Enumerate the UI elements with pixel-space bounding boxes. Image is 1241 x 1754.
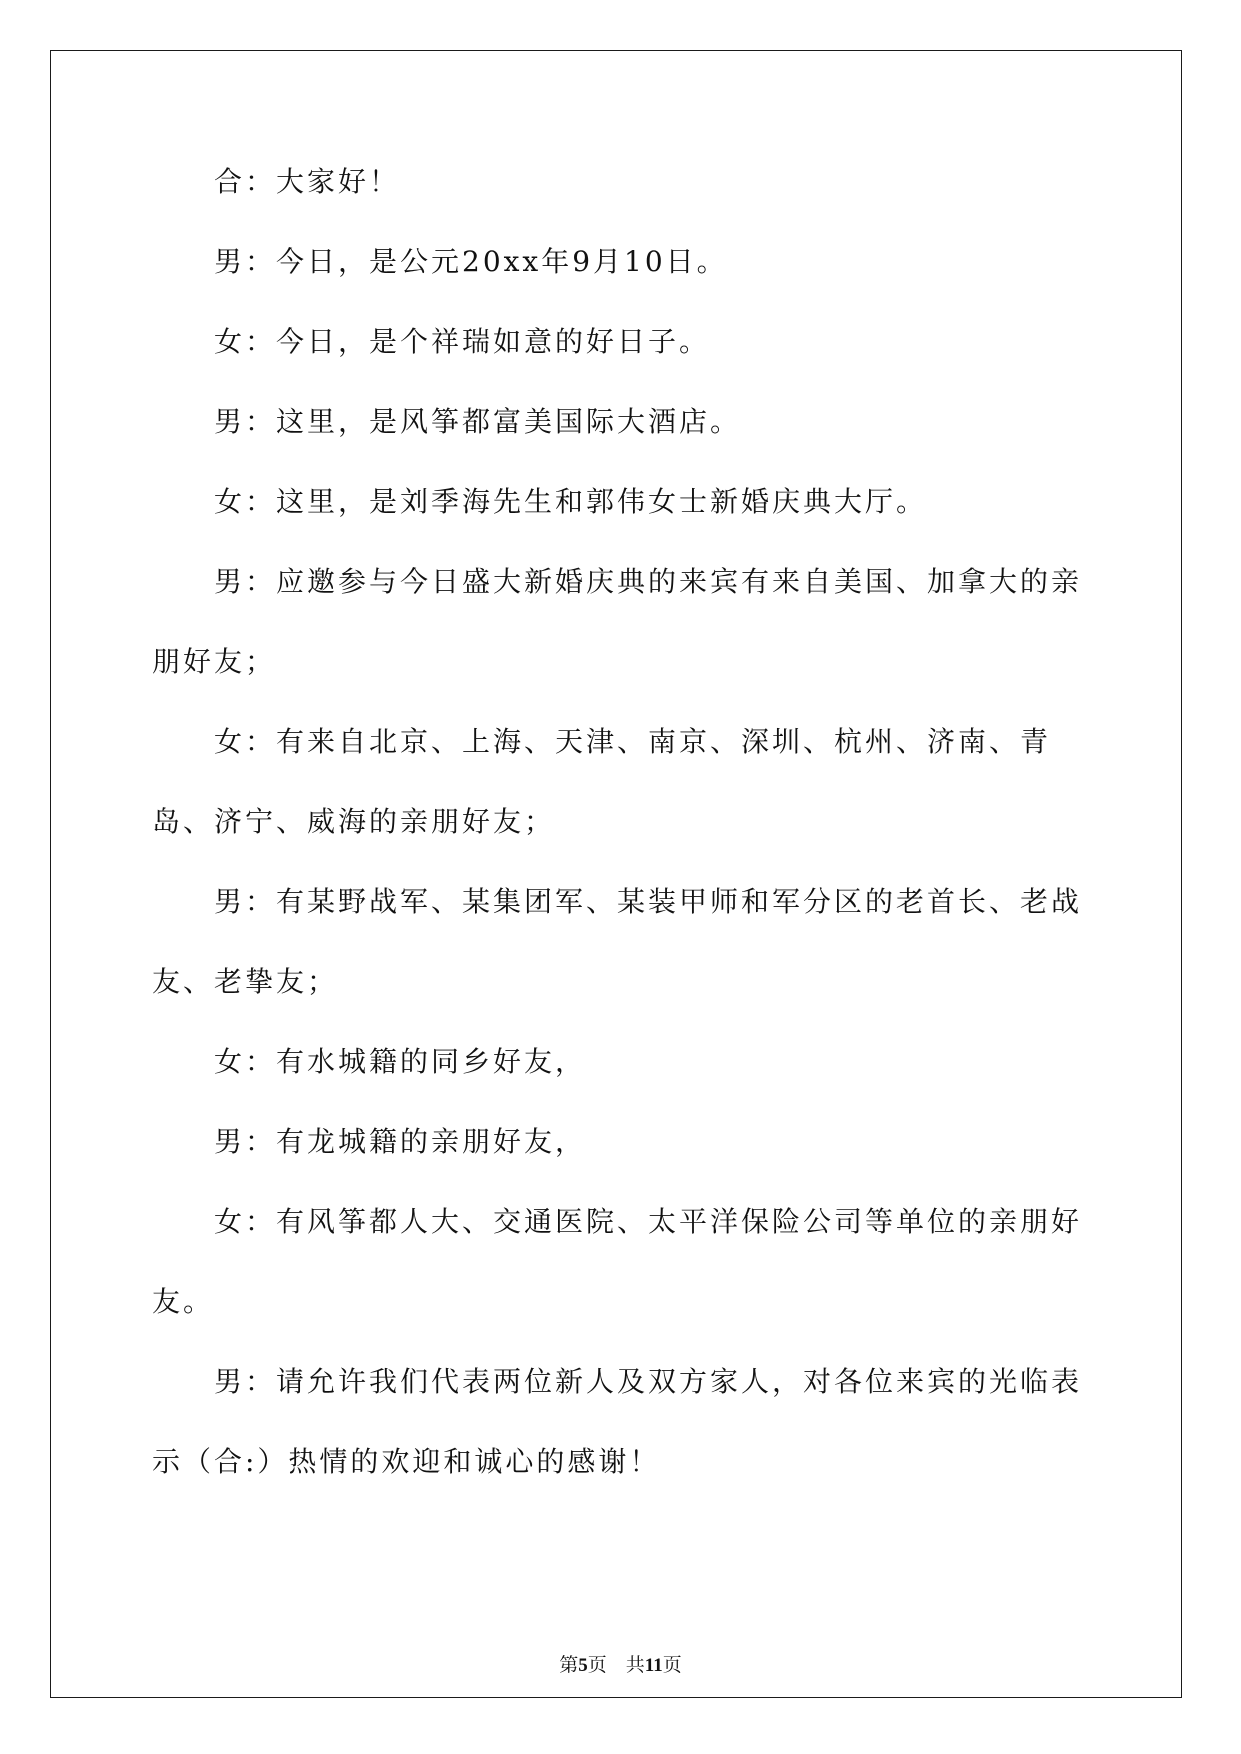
paragraph: 女：今日，是个祥瑞如意的好日子。 [214,325,711,358]
total-pages: 11 [644,1655,663,1676]
page-number: 5 [578,1655,588,1676]
paragraph: 男：今日，是公元20xx年9月10日。 [214,245,728,278]
paragraph: 女：这里，是刘季海先生和郭伟女士新婚庆典大厅。 [214,485,928,518]
paragraph: 男：有某野战军、某集团军、某装甲师和军分区的老首长、老战友、老挚友； [152,885,1083,998]
footer-prefix: 第 [559,1655,579,1676]
footer-total-prefix: 共 [625,1655,645,1676]
paragraph: 男：有龙城籍的亲朋好友， [214,1125,587,1158]
paragraph: 女：有风筝都人大、交通医院、太平洋保险公司等单位的亲朋好友。 [152,1205,1083,1318]
paragraph: 男：请允许我们代表两位新人及双方家人，对各位来宾的光临表示（合:）热情的欢迎和诚心的感谢！ [152,1365,1083,1478]
paragraph: 合：大家好！ [214,165,401,198]
footer-page-suffix: 页 [587,1655,607,1676]
paragraph: 男：应邀参与今日盛大新婚庆典的来宾有来自美国、加拿大的亲朋好友； [152,565,1083,678]
page-footer [0,1650,1241,1677]
footer-total-suffix: 页 [662,1655,682,1676]
paragraph: 女：有来自北京、上海、天津、南京、深圳、杭州、济南、青岛、济宁、威海的亲朋好友； [152,725,1052,838]
paragraph: 女：有水城籍的同乡好友， [214,1045,587,1078]
paragraph: 男：这里，是风筝都富美国际大酒店。 [214,405,742,438]
